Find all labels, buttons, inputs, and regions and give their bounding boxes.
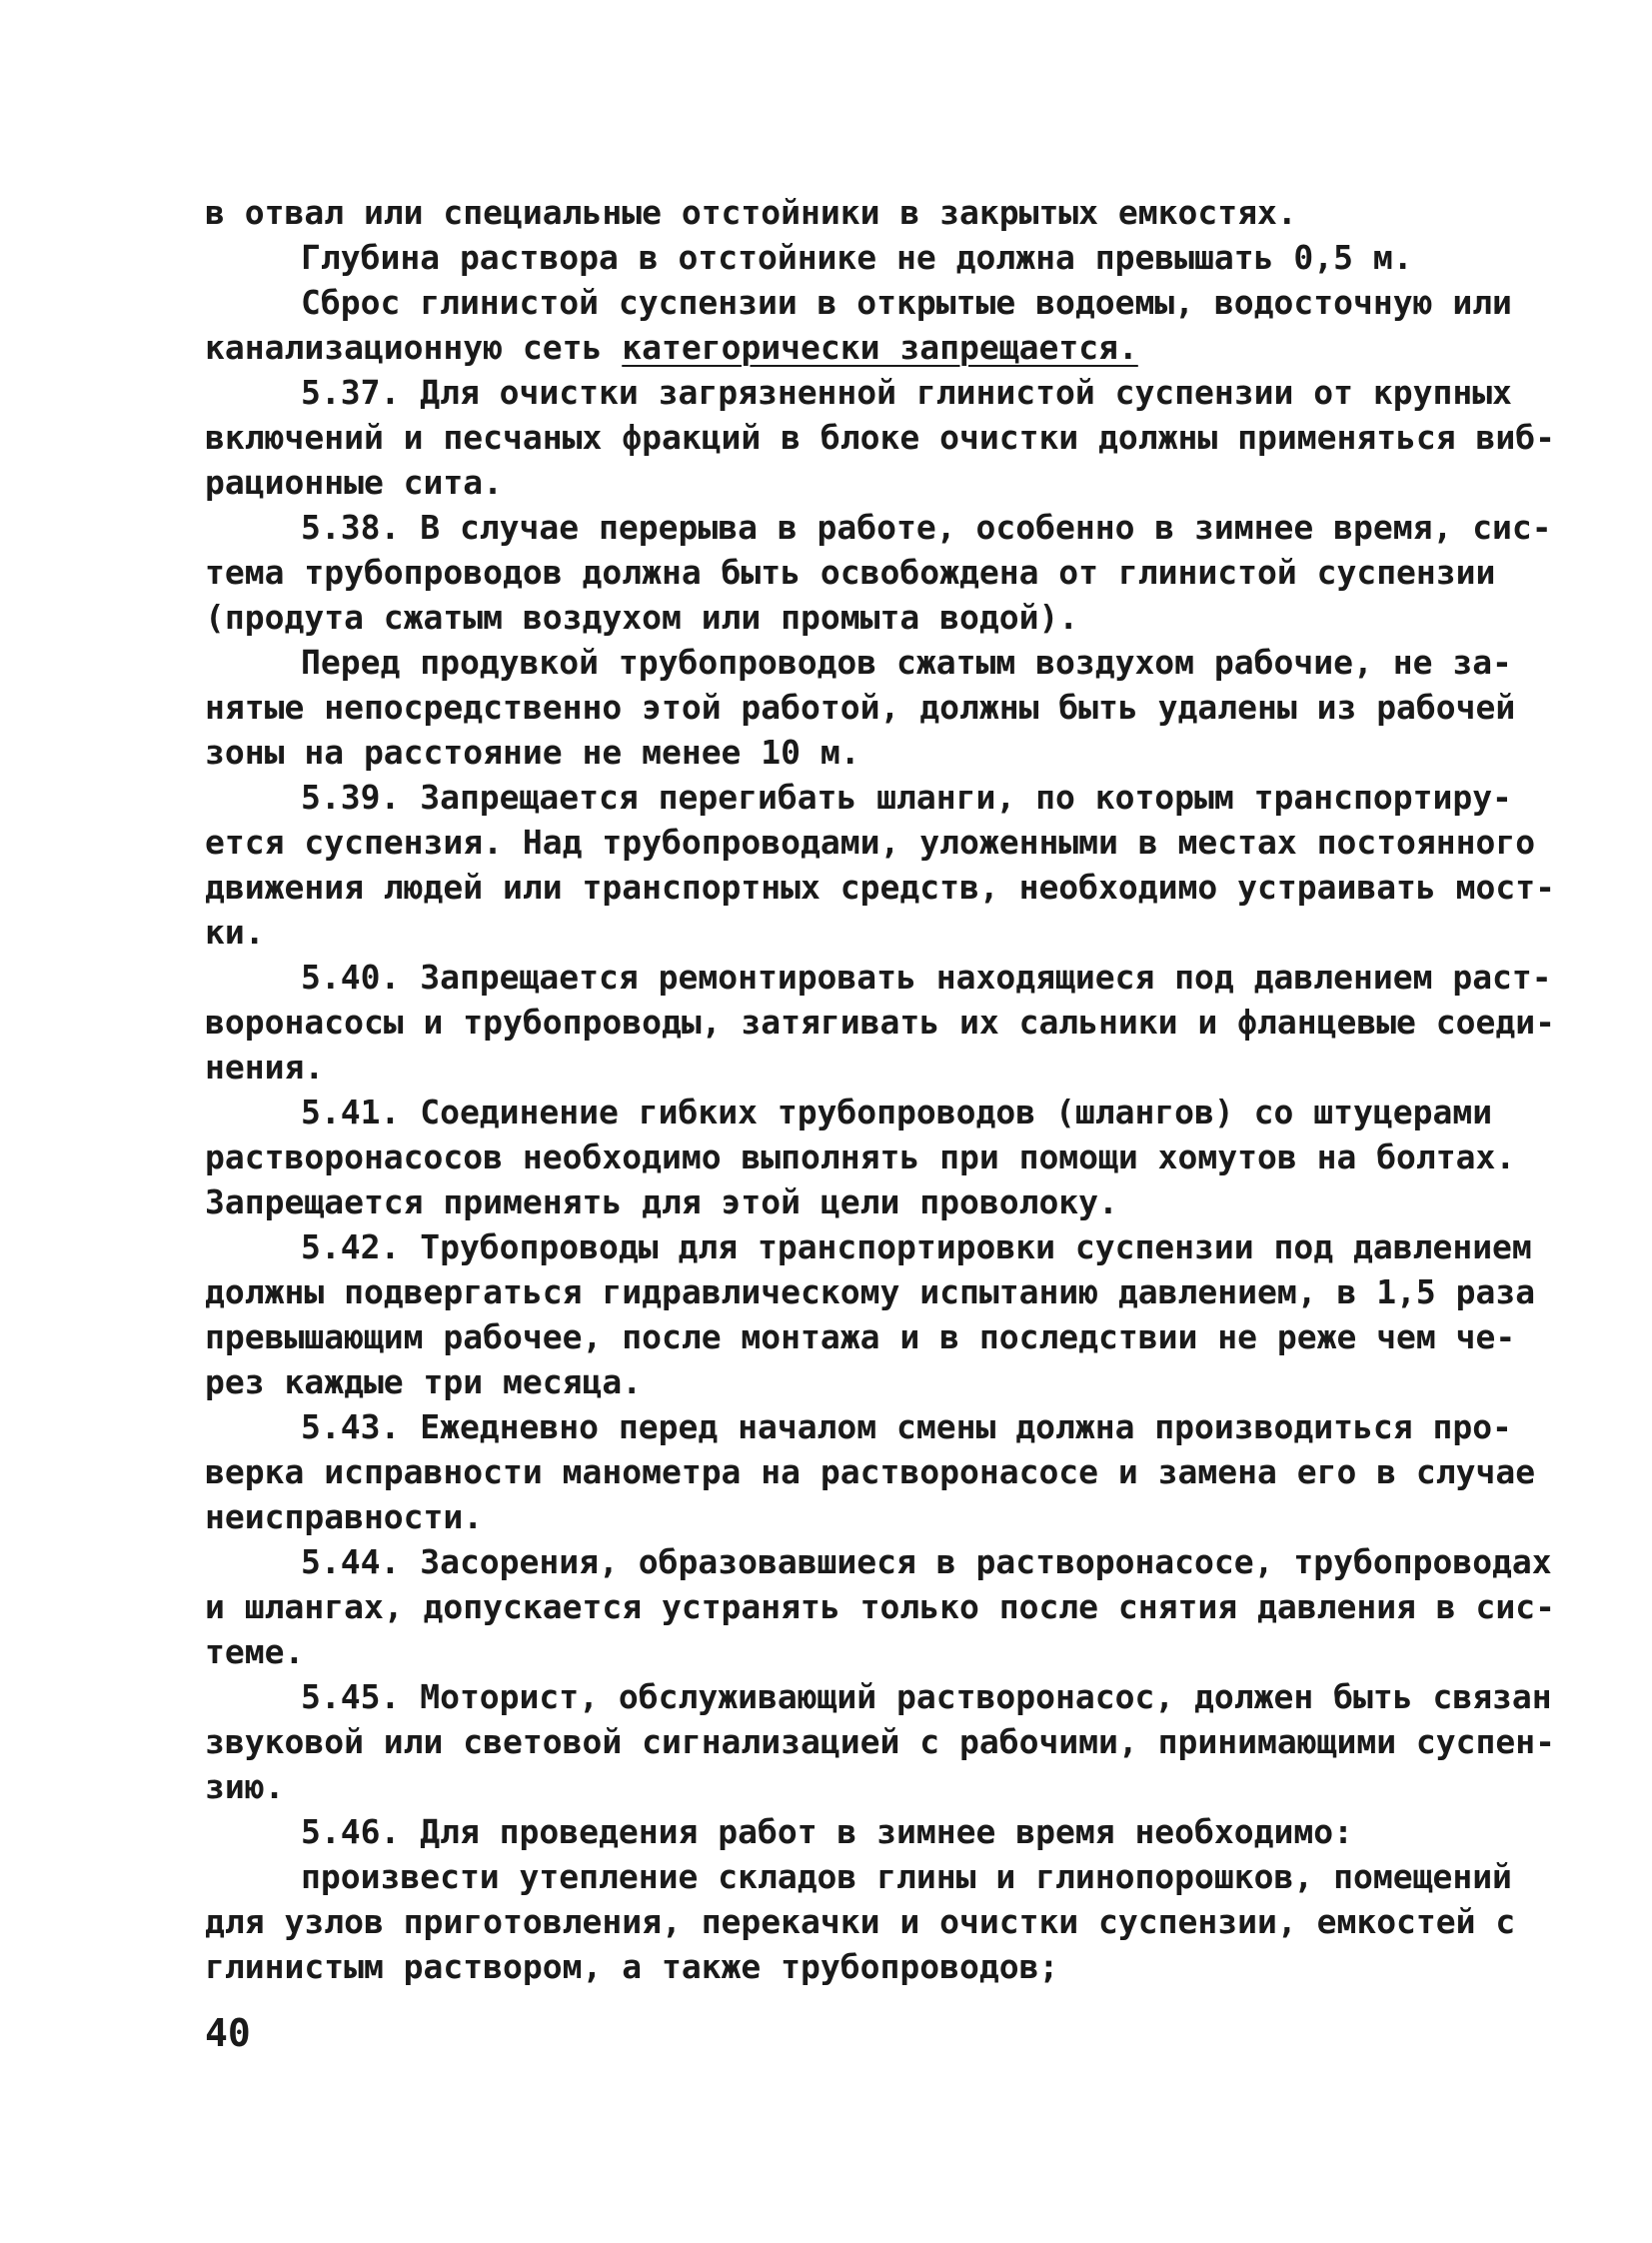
text-line: Глубина раствора в отстойнике не должна превышать 0,5 м. xyxy=(301,238,1413,277)
text-line: рационные сита. xyxy=(205,463,504,502)
page-number: 40 xyxy=(205,2011,251,2055)
text-line: растворонасосов необходимо выполнять при помощи хомутов на болтах. xyxy=(205,1137,1516,1176)
text-line: движения людей или транспортных средств, необходимо устраивать мост- xyxy=(205,868,1556,907)
text-line: и шлангах, допускается устранять только после снятия давления в сис- xyxy=(205,1587,1556,1626)
text-line: звуковой или световой сигнализацией с рабочими, принимающими суспен- xyxy=(205,1722,1556,1761)
clause-5-45: 5.45. Моторист, обслуживающий растворонасос, должен быть связан xyxy=(301,1677,1552,1716)
text-line: Сброс глинистой суспензии в открытые водоемы, водосточную или xyxy=(301,283,1512,322)
text-line: нения. xyxy=(205,1048,325,1087)
text-line: (продута сжатым воздухом или промыта водой). xyxy=(205,598,1079,637)
text-line: зоны на расстояние не менее 10 м. xyxy=(205,733,860,772)
text-line xyxy=(205,325,1469,370)
text-line: неисправности. xyxy=(205,1497,484,1536)
clause-5-38: 5.38. В случае перерыва в работе, особенно в зимнее время, сис- xyxy=(301,508,1552,547)
text-fragment: канализационную сеть xyxy=(205,328,623,367)
text-line: Перед продувкой трубопроводов сжатым воздухом рабочие, не за- xyxy=(301,643,1512,682)
emphasis-underlined: категорически запрещается. xyxy=(622,328,1138,367)
text-line: должны подвергаться гидравлическому испытанию давлением, в 1,5 раза xyxy=(205,1272,1536,1311)
text-line: верка исправности манометра на растворонасосе и замена его в случае xyxy=(205,1452,1536,1491)
clause-5-40: 5.40. Запрещается ремонтировать находящиеся под давлением раст- xyxy=(301,958,1552,997)
text-line: произвести утепление складов глины и глинопорошков, помещений xyxy=(301,1857,1512,1896)
text-line: в отвал или специальные отстойники в закрытых емкостях. xyxy=(205,193,1297,232)
body-text xyxy=(205,190,1556,1989)
text-line: рез каждые три месяца. xyxy=(205,1362,643,1401)
text-line: Запрещается применять для этой цели проволоку. xyxy=(205,1182,1118,1221)
text-line: зию. xyxy=(205,1767,285,1806)
text-line: превышающим рабочее, после монтажа и в последствии не реже чем че- xyxy=(205,1317,1516,1356)
text-line: для узлов приготовления, перекачки и очистки суспензии, емкостей с xyxy=(205,1902,1516,1941)
text-line: воронасосы и трубопроводы, затягивать их сальники и фланцевые соеди- xyxy=(205,1003,1556,1042)
clause-5-42: 5.42. Трубопроводы для транспортировки суспензии под давлением xyxy=(301,1227,1532,1266)
clause-5-39: 5.39. Запрещается перегибать шланги, по которым транспортиру- xyxy=(301,778,1512,817)
clause-5-43: 5.43. Ежедневно перед началом смены должна производиться про- xyxy=(301,1407,1512,1446)
text-line: тема трубопроводов должна быть освобождена от глинистой суспензии xyxy=(205,553,1496,592)
text-line: теме. xyxy=(205,1632,305,1671)
text-line: глинистым раствором, а также трубопроводов; xyxy=(205,1947,1059,1986)
text-line: ки. xyxy=(205,913,265,952)
clause-5-44: 5.44. Засорения, образовавшиеся в растворонасосе, трубопроводах xyxy=(301,1542,1552,1581)
text-line: включений и песчаных фракций в блоке очистки должны применяться виб- xyxy=(205,418,1556,457)
clause-5-37: 5.37. Для очистки загрязненной глинистой суспензии от крупных xyxy=(301,373,1512,412)
clause-5-46: 5.46. Для проведения работ в зимнее время необходимо: xyxy=(301,1812,1353,1851)
clause-5-41: 5.41. Соединение гибких трубопроводов (шлангов) со штуцерами xyxy=(301,1093,1493,1131)
text-line: нятые непосредственно этой работой, должны быть удалены из рабочей xyxy=(205,688,1516,727)
text-line: ется суспензия. Над трубопроводами, уложенными в местах постоянного xyxy=(205,823,1536,862)
